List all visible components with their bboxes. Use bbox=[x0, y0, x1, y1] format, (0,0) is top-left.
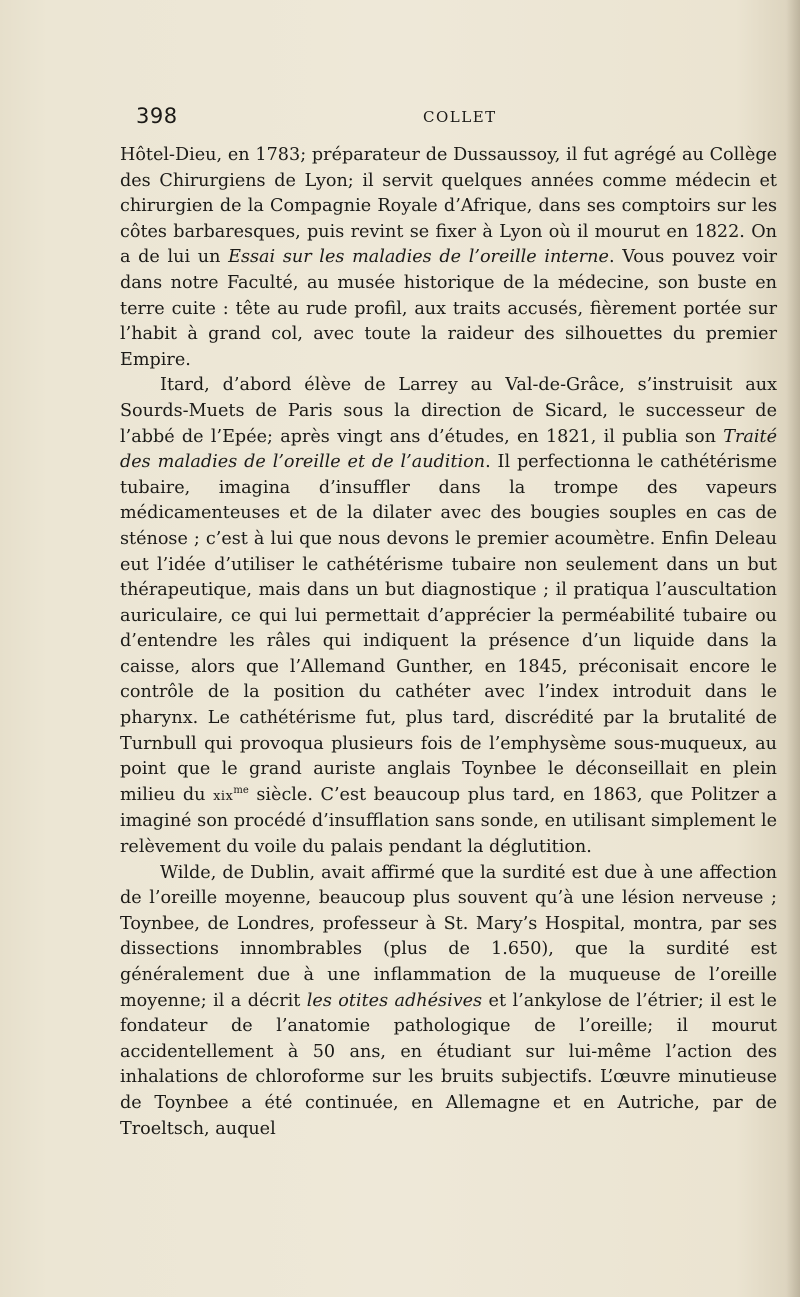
century-numeral: xix bbox=[213, 788, 234, 804]
text-run: Wilde, de Dublin, avait affirmé que la surdité est due à une affection de l’oreille moyenne, beaucoup plus souvent qu’à une lésion nerveuse ; Toynbee, de Londres, professeur à St. Mary’s Hospital, montra, par ses dissections innombrables (plus de 1.650), que la surdité est généralement due à une inflammation de la muqueuse de l’oreille moyenne; il a décrit bbox=[120, 862, 777, 1011]
running-head: COLLET bbox=[423, 108, 497, 126]
paragraph bbox=[120, 373, 777, 860]
italic-term: les otites adhésives bbox=[306, 990, 483, 1011]
text-run: et l’ankylose de l’étrier; il est le fondateur de l’anatomie pathologique de l’oreille; il mourut accidentellement à 50 ans, en étudiant sur lui-même l’action des inhalations de chloroforme sur les bruits subjectifs. L’œuvre minutieuse de Toynbee a été continuée, en Allemagne et en Autriche, par de Troeltsch, auquel bbox=[120, 990, 777, 1139]
body-text bbox=[120, 143, 777, 1142]
scan-shadow-edge bbox=[786, 0, 800, 1297]
page-number: 398 bbox=[136, 104, 178, 128]
paragraph bbox=[120, 861, 777, 1143]
text-run: Hôtel-Dieu, en 1783; préparateur de Dussaussoy, il fut agrégé au Collège des Chirurgiens de Lyon; il servit quelques années comme médecin et chirurgien de la Compagnie Royale d’Afrique, dans ses comptoirs sur les côtes barbaresques, puis revint se fixer à Lyon où il mourut en 1822. On a de lui un bbox=[120, 145, 777, 268]
book-title: Essai sur les maladies de l’oreille interne bbox=[228, 247, 609, 268]
text-run: . Il perfectionna le cathétérisme tubaire, imagina d’insuffler dans la trompe des vapeurs médicamenteuses et de la dilater avec des bougies souples en cas de sténose ; c’est à lui que nous devons le premier acoumètre. Enfin Deleau eut l’idée d’utiliser le cathétérisme tubaire non seulement dans un but thérapeutique, mais dans un but diagnostique ; il pratiqua l’auscultation auriculaire, ce qui lui permettait d’apprécier la perméabilité tubaire ou d’entendre les râles qui indiquent la présence d’un liquide dans la caisse, alors que l’Allemand Gunther, en 1845, préconisait encore le contrôle de la position du cathéter avec l’index introduit dans le pharynx. Le cathétérisme fut, plus tard, discrédité par la brutalité de Turnbull qui provoqua plusieurs fois de l’emphysème sous-muqueux, au point que le grand auriste anglais Toynbee le déconseillait en plein milieu du bbox=[120, 452, 777, 805]
book-title: Traité des maladies de l’oreille et de l’audition bbox=[120, 426, 777, 473]
text-run: . Vous pouvez voir dans notre Faculté, au musée historique de la médecine, son buste en terre cuite : tête au rude profil, aux traits accusés, fièrement portée sur l’habit à grand col, avec toute la raideur des silhouettes du premier Empire. bbox=[120, 247, 777, 370]
text-run: Itard, d’abord élève de Larrey au Val-de-Grâce, s’instruisit aux Sourds-Muets de Paris sous la direction de Sicard, le successeur de l’abbé de l’Epée; après vingt ans d’études, en 1821, il publia son bbox=[120, 375, 777, 447]
text-run: siècle. C’est beaucoup plus tard, en 1863, que Politzer a imaginé son procédé d’insufflation sans sonde, en utilisant simplement le relèvement du voile du palais pendant la déglutition. bbox=[120, 784, 778, 858]
ordinal-suffix: me bbox=[233, 784, 249, 796]
paragraph bbox=[120, 143, 777, 373]
page-header bbox=[136, 104, 776, 134]
